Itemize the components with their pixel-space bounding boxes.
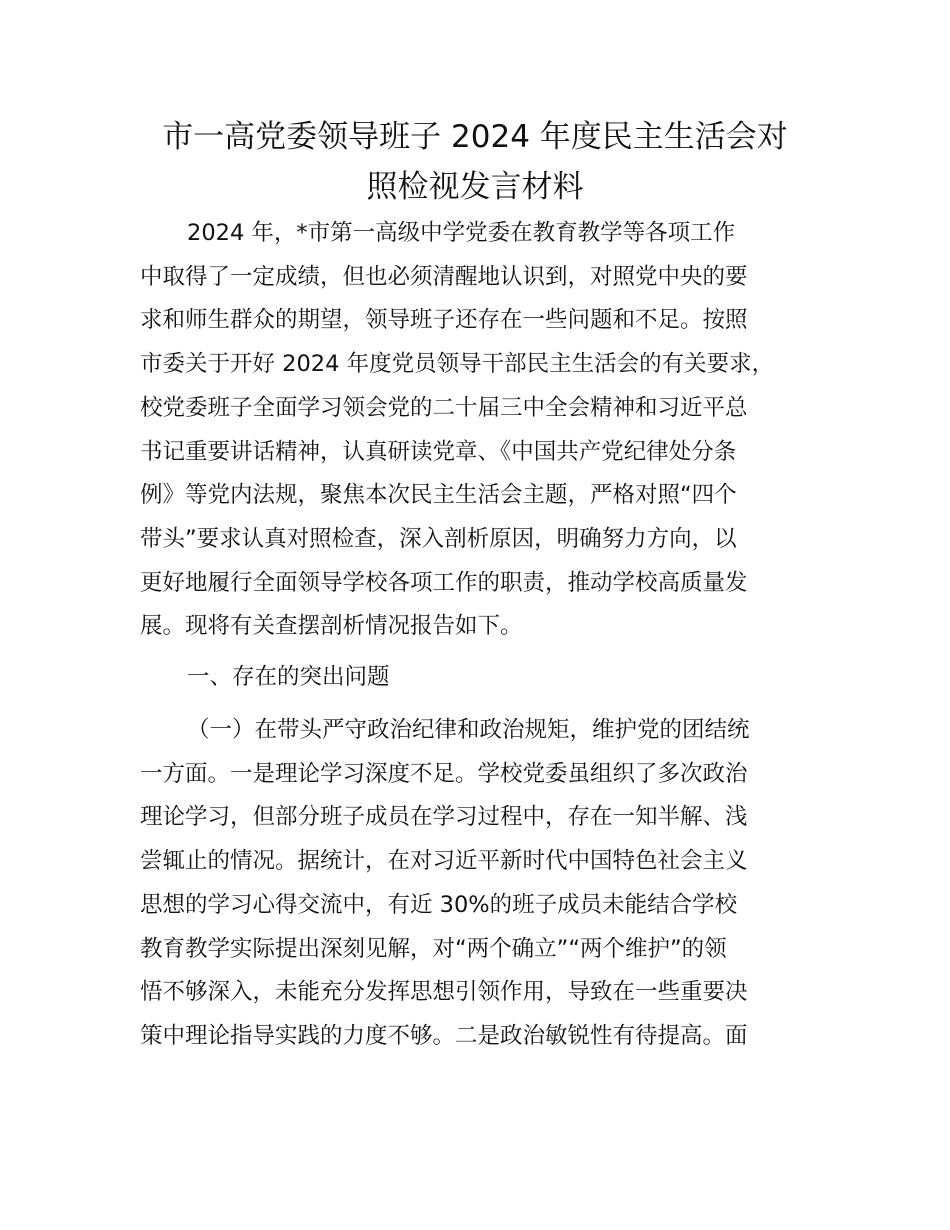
paragraph-issues (140, 709, 820, 1059)
paragraph-line: 悟不够深入，未能充分发挥思想引领作用，导致在一些重要决 (140, 979, 748, 1006)
paragraph-line: 市委关于开好 2024 年度党员领导干部民主生活会的有关要求， (140, 351, 775, 378)
section-heading-text: 一、存在的突出问题 (187, 664, 390, 690)
paragraph-line: 中取得了一定成绩，但也必须清醒地认识到，对照党中央的要 (140, 263, 748, 290)
paragraph-line: 策中理论指导实践的力度不够。二是政治敏锐性有待提高。面 (140, 1022, 748, 1049)
paragraph-line: 尝辄止的情况。据统计，在对习近平新时代中国特色社会主义 (140, 848, 748, 875)
document-title (140, 112, 810, 212)
paragraph-line: （一）在带头严守政治纪律和政治规矩，维护党的团结统 (187, 717, 750, 743)
paragraph-line: 一方面。一是理论学习深度不足。学校党委虽组织了多次政治 (140, 760, 748, 787)
paragraph-line: 理论学习，但部分班子成员在学习过程中，存在一知半解、浅 (140, 804, 748, 831)
paragraph-line: 2024 年，*市第一高级中学党委在教育教学等各项工作 (187, 220, 736, 246)
paragraph-line: 求和师生群众的期望，领导班子还存在一些问题和不足。按照 (140, 307, 748, 334)
paragraph-line: 思想的学习心得交流中，有近 30%的班子成员未能结合学校 (140, 891, 738, 918)
paragraph-line: 带头”要求认真对照检查，深入剖析原因，明确努力方向，以 (140, 525, 737, 552)
paragraph-line: 更好地履行全面领导学校各项工作的职责，推动学校高质量发 (140, 569, 748, 596)
section-heading (140, 656, 820, 700)
paragraph-line: 校党委班子全面学习领会党的二十届三中全会精神和习近平总 (140, 394, 748, 421)
paragraph-intro (140, 212, 820, 649)
paragraph-line: 展。现将有关查摆剖析情况报告如下。 (140, 613, 523, 640)
title-line-1: 市一高党委领导班子 2024 年度民主生活会对 (162, 119, 788, 155)
paragraph-line: 书记重要讲话精神，认真研读党章、《中国共产党纪律处分条 (140, 438, 737, 465)
title-line-2: 照检视发言材料 (366, 169, 584, 205)
paragraph-line: 例》等党内法规，聚焦本次民主生活会主题，严格对照“四个 (140, 482, 737, 509)
paragraph-line: 教育教学实际提出深刻见解，对“两个确立”“两个维护”的领 (140, 935, 727, 962)
